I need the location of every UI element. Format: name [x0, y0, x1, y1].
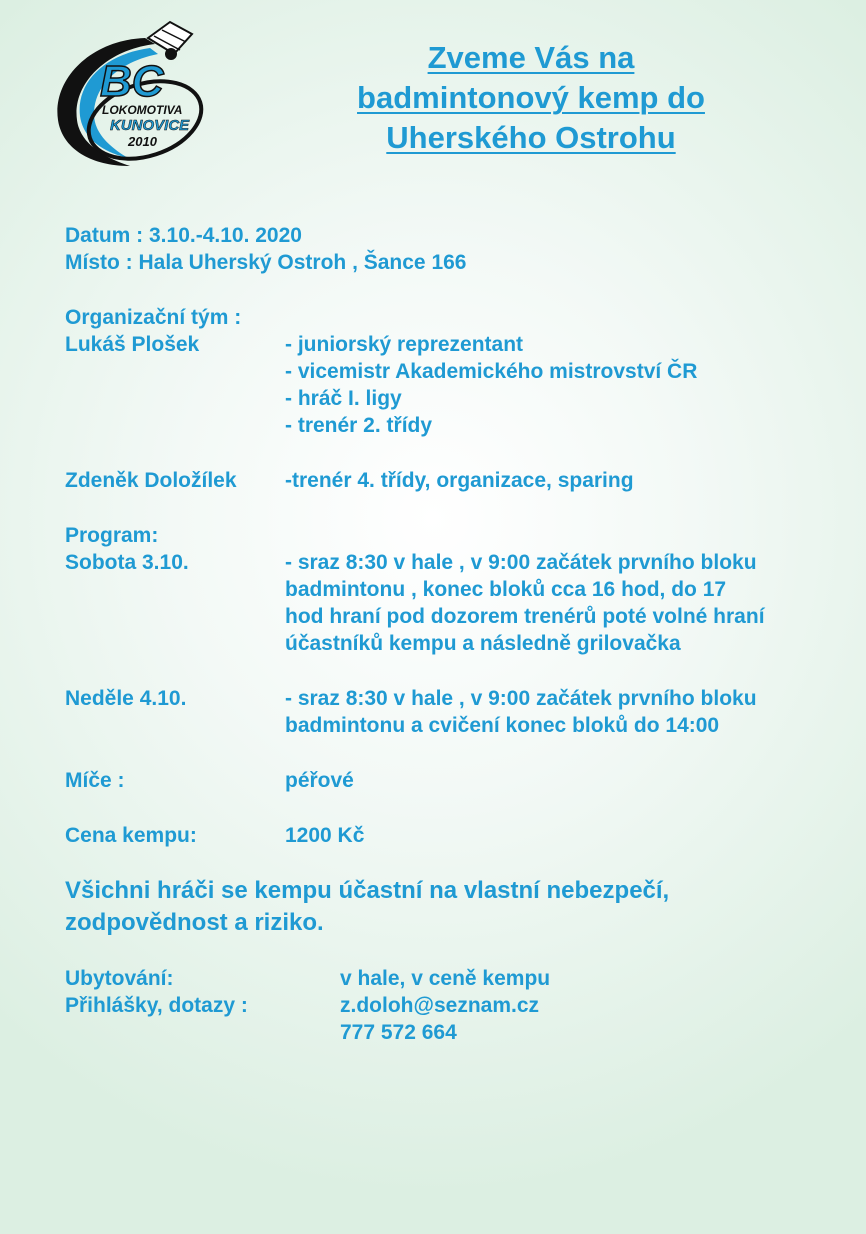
logo-year: 2010	[128, 134, 157, 149]
sunday-line: badmintonu a cvičení konec bloků do 14:00	[285, 714, 720, 737]
date-line: Datum : 3.10.-4.10. 2020	[65, 224, 302, 247]
member-role: - vicemistr Akademického mistrovství ČR	[285, 360, 698, 383]
balls-value: péřové	[285, 769, 354, 792]
price-value: 1200 Kč	[285, 824, 365, 847]
title-line-3: Uherského Ostrohu	[386, 120, 676, 155]
team-heading: Organizační tým :	[65, 306, 242, 329]
balls-label: Míče :	[65, 769, 125, 792]
member-role: - trenér 2. třídy	[285, 414, 433, 437]
saturday-line: badmintonu , konec bloků cca 16 hod, do 17	[285, 578, 727, 601]
member-name-1: Lukáš Plošek	[65, 333, 200, 356]
contact-email[interactable]: z.doloh@seznam.cz	[340, 994, 540, 1017]
member-name-2: Zdeněk Doložílek	[65, 469, 237, 492]
member-role-2: -trenér 4. třídy, organizace, sparing	[285, 469, 634, 492]
price-label: Cena kempu:	[65, 824, 197, 847]
accommodation-label: Ubytování:	[65, 967, 174, 990]
sunday-line: - sraz 8:30 v hale , v 9:00 začátek prvního bloku	[285, 687, 757, 710]
registration-label: Přihlášky, dotazy :	[65, 994, 248, 1017]
place-line: Místo : Hala Uherský Ostroh , Šance 166	[65, 251, 467, 274]
title-line-1: Zveme Vás na	[427, 40, 635, 75]
saturday-line: - sraz 8:30 v hale , v 9:00 začátek prvního bloku	[285, 551, 757, 574]
saturday-label: Sobota 3.10.	[65, 551, 189, 574]
page-title	[300, 38, 762, 158]
club-logo	[50, 20, 225, 170]
member-role: - hráč I. ligy	[285, 387, 402, 410]
saturday-line: hod hraní pod dozorem trenérů poté volné hraní	[285, 605, 765, 628]
contact-phone[interactable]: 777 572 664	[340, 1021, 457, 1044]
club-logo-emblem	[50, 20, 225, 170]
warning-line-1: Všichni hráči se kempu účastní na vlastní nebezpečí,	[65, 877, 670, 904]
program-heading: Program:	[65, 524, 159, 547]
logo-line2: KUNOVICE	[110, 117, 190, 134]
member-role: - juniorský reprezentant	[285, 333, 524, 356]
accommodation-value: v hale, v ceně kempu	[340, 967, 551, 990]
logo-initials: BC	[100, 57, 164, 106]
logo-line1: LOKOMOTIVA	[102, 103, 183, 117]
title-line-2: badmintonový kemp do	[357, 80, 705, 115]
sunday-label: Neděle 4.10.	[65, 687, 187, 710]
warning-line-2: zodpovědnost a riziko.	[65, 909, 324, 936]
saturday-line: účastníků kempu a následně grilovačka	[285, 632, 681, 655]
